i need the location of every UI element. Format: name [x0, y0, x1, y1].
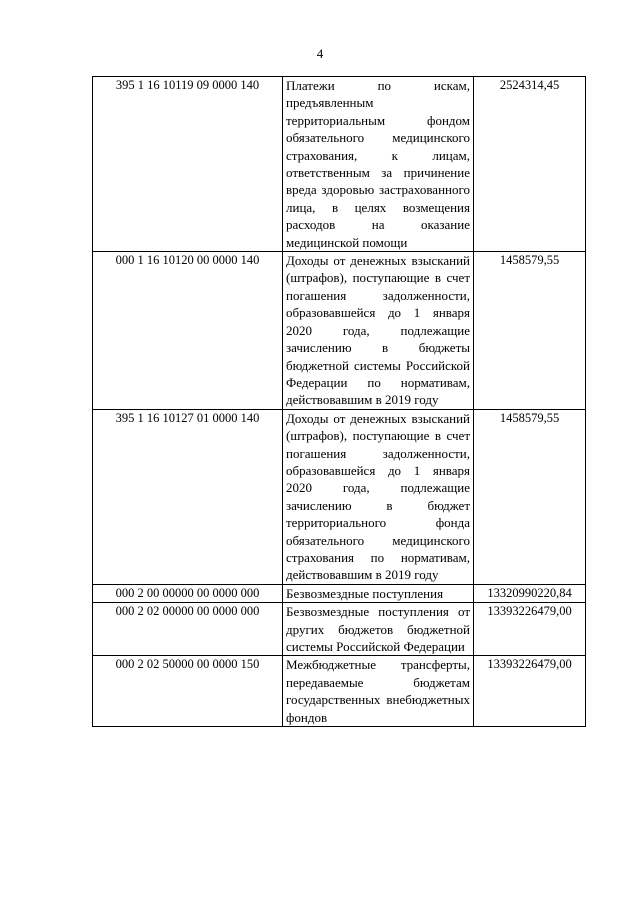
table-row — [93, 656, 586, 727]
amount-cell: 1458579,55 — [474, 409, 586, 584]
table-row — [93, 409, 586, 584]
revenue-name-cell: Безвозмездные поступления от других бюджетов бюджетной системы Российской Федерации — [283, 603, 474, 656]
amount-cell: 1458579,55 — [474, 252, 586, 410]
table-row — [93, 77, 586, 252]
table-row — [93, 584, 586, 602]
table-row — [93, 603, 586, 656]
budget-revenue-table — [92, 76, 586, 727]
amount-cell: 2524314,45 — [474, 77, 586, 252]
budget-code-cell: 000 2 00 00000 00 0000 000 — [93, 584, 283, 602]
budget-code-cell: 000 2 02 00000 00 0000 000 — [93, 603, 283, 656]
page-number: 4 — [316, 46, 324, 61]
budget-code-cell: 000 2 02 50000 00 0000 150 — [93, 656, 283, 727]
revenue-name-cell: Доходы от денежных взысканий (штрафов), поступающие в счет погашения задолженности, образовавшейся до 1 января 2020 года, подлежащие зачислению в бюджеты бюджетной системы Российской Федерации по нормативам, действовавшим в 2019 году — [283, 252, 474, 410]
budget-code-cell: 395 1 16 10127 01 0000 140 — [93, 409, 283, 584]
revenue-name-cell: Доходы от денежных взысканий (штрафов), поступающие в счет погашения задолженности, образовавшейся до 1 января 2020 года, подлежащие зачислению в бюджет территориального фонда обязательного медицинского страхования по нормативам, действовавшим в 2019 году — [283, 409, 474, 584]
budget-code-cell: 395 1 16 10119 09 0000 140 — [93, 77, 283, 252]
revenue-name-cell: Межбюджетные трансферты, передаваемые бюджетам государственных внебюджетных фондов — [283, 656, 474, 727]
amount-cell: 13393226479,00 — [474, 656, 586, 727]
revenue-name-cell: Платежи по искам, предъявленным территориальным фондом обязательного медицинского страхования, к лицам, ответственным за причинение вреда здоровью застрахованного лица, в целях возмещения расходов на оказание медицинской помощи — [283, 77, 474, 252]
revenue-name-cell: Безвозмездные поступления — [283, 584, 474, 602]
amount-cell: 13393226479,00 — [474, 603, 586, 656]
amount-cell: 13320990220,84 — [474, 584, 586, 602]
table-row — [93, 252, 586, 410]
budget-code-cell: 000 1 16 10120 00 0000 140 — [93, 252, 283, 410]
